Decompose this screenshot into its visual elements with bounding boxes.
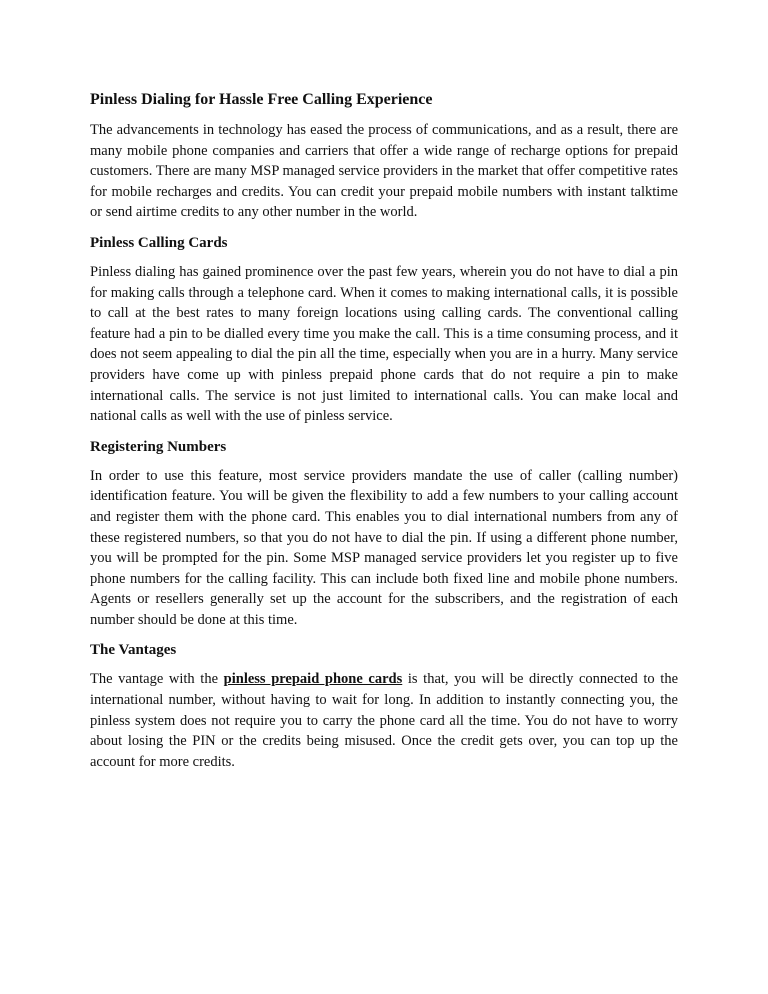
section-heading-registering-numbers: Registering Numbers <box>90 438 227 455</box>
section-body-pinless-calling-cards: Pinless dialing has gained prominence over the past few years, wherein you do not have to dial a pin for making calls through a telephone card. When it comes to making international calls, it is possible to call at the best rates to many foreign locations using calling cards. The conventional calling feature had a pin to be dialled every time you make the call. This is a time consuming process, and it does not seem appealing to dial the pin all the time, especially when you are in a hurry. Many service providers have come up with pinless prepaid phone cards that do not require a pin to make international calls. The service is not just limited to international calls. You can make local and national calls as well with the use of pinless service. <box>90 263 678 425</box>
section-body-the-vantages <box>90 669 678 772</box>
section-body-registering-numbers: In order to use this feature, most service providers mandate the use of caller (calling number) identification feature. You will be given the flexibility to add a few numbers to your calling account and register them with the phone card. This enables you to dial international numbers from any of these registered numbers, so that you do not have to dial the pin. If using a different phone number, you will be prompted for the pin. Some MSP managed service providers let you register up to five phone numbers for the calling facility. This can include both fixed line and mobile phone numbers. Agents or resellers generally set up the account for the subscribers, and the registration of each number should be done at this time. <box>90 467 678 628</box>
document-title: Pinless Dialing for Hassle Free Calling Experience <box>90 91 433 108</box>
pinless-prepaid-phone-cards-link[interactable]: pinless prepaid phone cards <box>223 671 403 688</box>
section-heading-the-vantages: The Vantages <box>90 642 177 659</box>
vantages-text-before-link: The vantage with the <box>90 671 224 688</box>
vantages-text-after-link: is that, you will be directly connected to the international number, without having to wait for long. In addition to instantly connecting you, the pinless system does not require you to carry the phone card all the time. You do not have to worry about losing the PIN or the credits being misused. Once the credit gets over, you can top up the account for more credits. <box>90 671 679 770</box>
document-page <box>90 88 678 781</box>
section-heading-pinless-calling-cards: Pinless Calling Cards <box>90 234 228 251</box>
intro-paragraph: The advancements in technology has eased the process of communications, and as a result, there are many mobile phone companies and carriers that offer a wide range of recharge options for prepaid customers. There are many MSP managed service providers in the market that offer competitive rates for mobile recharges and credits. You can credit your prepaid mobile numbers with instant talktime or send airtime credits to any other number in the world. <box>90 122 678 221</box>
